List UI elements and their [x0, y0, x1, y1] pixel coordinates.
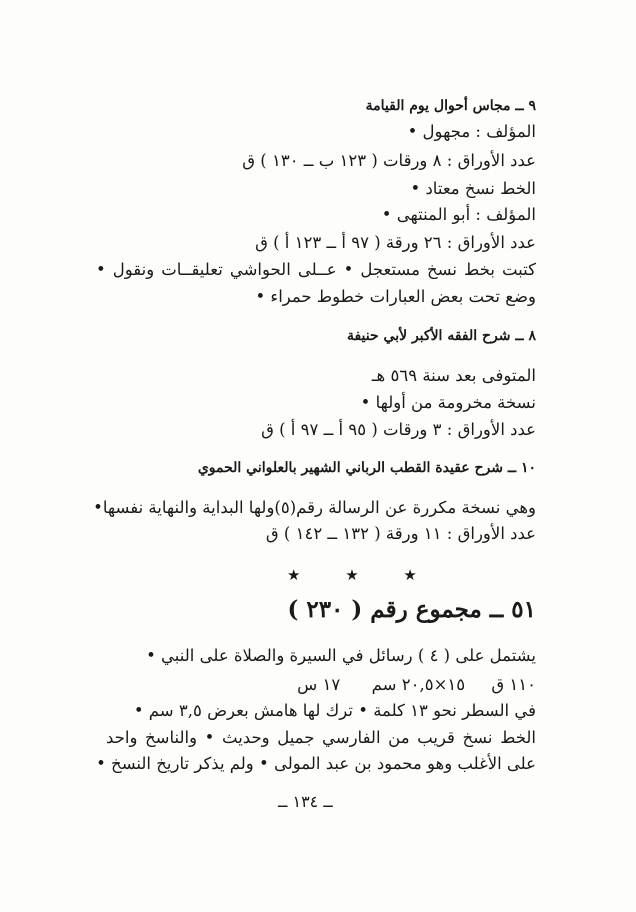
entry-9-title: ٩ ــ مجاس أحوال يوم القيامة	[365, 98, 536, 114]
page-number: ــ ١٣٤ ــ	[278, 792, 333, 811]
collection-51-heading: ٥١ ــ مجموع رقم ( ٢٣٠ )	[287, 596, 536, 623]
collection-contents: يشتمل على ( ٤ ) رسائل في السيرة والصلاة على النبي •	[146, 646, 536, 665]
entry-8-death: المتوفى بعد سنة ٥٦٩ هـ	[371, 366, 536, 385]
entry-script: الخط نسخ معتاد •	[410, 179, 536, 198]
collection-copyist: على الأغلب وهو محمود بن عبد المولى • ولم يذكر تاريخ النسخ •	[96, 754, 536, 773]
entry-8-leaves: عدد الأوراق : ٣ ورقات ( ٩٥ أ ــ ٩٧ أ ) ق	[261, 420, 536, 439]
entry-notes-2: وضع تحت بعض العبارات خطوط حمراء •	[255, 287, 536, 306]
collection-script: الخط نسخ قريب من الفارسي جميل وحديث • والناسخ واحد	[106, 728, 536, 747]
entry-8-condition: نسخة مخرومة من أولها •	[360, 393, 536, 412]
entry-8-title: ٨ ــ شرح الفقه الأكبر لأبي حنيفة	[346, 328, 536, 344]
entry-author-2: المؤلف : أبو المنتهى •	[381, 205, 536, 224]
entry-9-author: المؤلف : مجهول •	[407, 122, 536, 141]
entry-10-note: وهي نسخة مكررة عن الرسالة رقم(٥)ولها البداية والنهاية نفسها•	[93, 498, 536, 517]
entry-10-leaves: عدد الأوراق : ١١ ورقة ( ١٣٢ ــ ١٤٢ ) ق	[265, 524, 536, 543]
section-divider-stars: ★ ★ ★	[287, 566, 437, 584]
collection-line-words: في السطر نحو ١٣ كلمة • ترك لها هامش بعرض ٣,٥ سم •	[133, 701, 536, 720]
collection-dimensions: ١١٠ ق ١٥×٢٠,٥ سم ١٧ س	[297, 675, 536, 694]
entry-9-leaves: عدد الأوراق : ٨ ورقات ( ١٢٣ ب ــ ١٣٠ ) ق	[242, 151, 536, 170]
entry-notes-1: كتبت بخط نسخ مستعجل • عــلى الحواشي تعليقــات ونقول •	[96, 260, 536, 279]
entry-leaves-2: عدد الأوراق : ٢٦ ورقة ( ٩٧ أ ــ ١٢٣ أ ) ق	[255, 233, 536, 252]
entry-10-title: ١٠ ــ شرح عقيدة القطب الرباني الشهير بالعلواني الحموي	[197, 460, 536, 476]
